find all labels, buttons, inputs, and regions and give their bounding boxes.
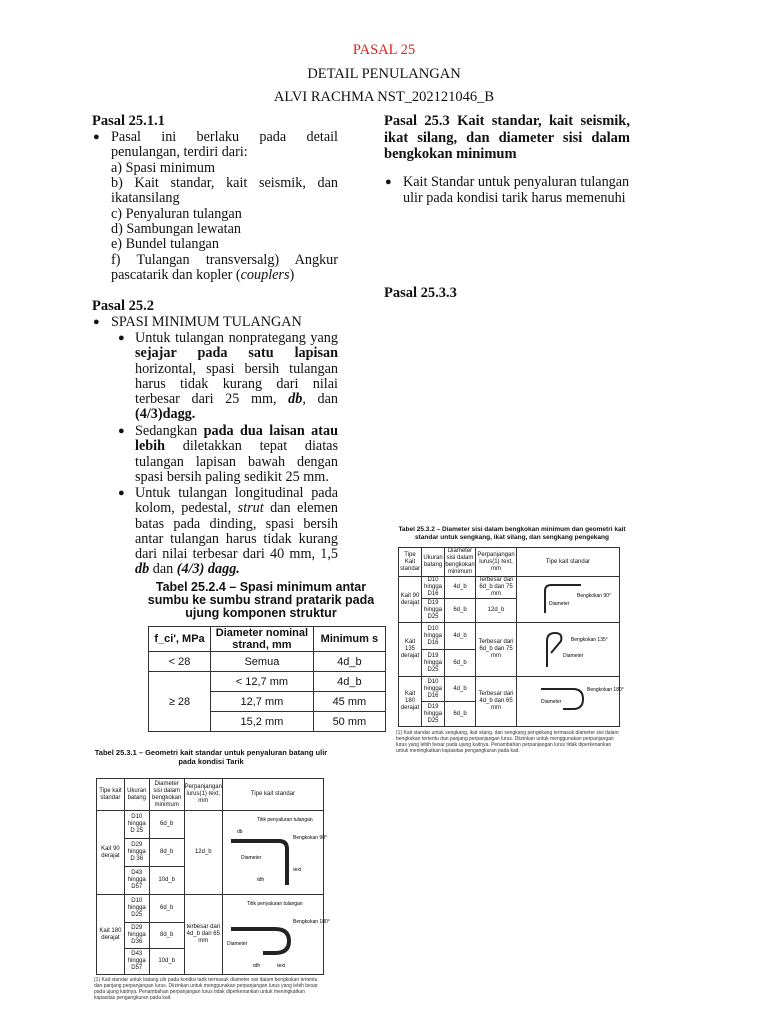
bullet-dot: ● — [93, 316, 100, 328]
table-25-3-2 — [398, 547, 624, 727]
heading-25-2: Pasal 25.2 — [92, 298, 155, 314]
table-cell: Kait 90 derajat — [399, 577, 422, 623]
table-25-3-1-caption: Tabel 25.3.1 – Geometri kait standar untuk penyaluran batang ulir pada kondisi Tarik — [94, 748, 328, 766]
table-cell: 4d_b — [313, 652, 385, 672]
diameter-label: Diameter — [227, 941, 248, 947]
author-line: ALVI RACHMA NST_202121046_B — [273, 89, 495, 105]
table-cell: 6d_b — [445, 599, 476, 623]
table-cell: 8d_b — [149, 839, 184, 867]
table-header: Minimum s — [313, 627, 385, 652]
ldh-label: ℓdh — [253, 963, 261, 969]
table-cell: 10d_b — [149, 949, 184, 975]
table-footnote: (1) Kait standar untuk batang ulir pada kondisi tarik termasuk diameter sisi dalam bengkokan tertentu dan panjang perpanjangan lurus. Diizinkan untuk menggunakan perpanjangan lurus yang lebih besar pada ujung kaitnya. Penambahan perpanjangan lurus tidak diperkenankan untuk meningkatkan kapasitas pengangkuran pada kait. — [94, 977, 318, 1001]
table-cell: 15,2 mm — [211, 712, 314, 732]
table-cell: Kait 90 derajat — [97, 811, 125, 895]
table-cell: D19 hingga D25 — [422, 702, 445, 727]
section-title: SPASI MINIMUM TULANGAN — [111, 314, 302, 330]
hook-rule-text: Kait Standar untuk penyaluran tulangan ulir pada kondisi tarik harus memenuhi — [403, 174, 630, 206]
table-cell: ≥ 28 — [149, 672, 211, 732]
bullet-dot: ● — [385, 176, 392, 188]
table-25-3-1-figure — [94, 748, 328, 1024]
table-cell: 6d_b — [149, 895, 184, 923]
list-item: a) Spasi minimum — [111, 160, 216, 176]
table-cell: 12d_b — [476, 599, 517, 623]
table-cell: < 28 — [149, 652, 211, 672]
table-cell: D10 hingga D16 — [422, 677, 445, 702]
table-cell: 45 mm — [313, 692, 385, 712]
table-cell: 12d_b — [184, 811, 222, 895]
hook-180-diagram — [223, 895, 330, 975]
heading-25-3: Pasal 25.3 Kait standar, kait seismik, ikat silang, dan diameter sisi dalam bengkokan minimum — [384, 113, 630, 162]
table-cell: Kait 180 derajat — [97, 895, 125, 975]
table-cell: 6d_b — [149, 811, 184, 839]
table-cell: < 12,7 mm — [211, 672, 314, 692]
table-header: Diameter nominal strand, mm — [211, 627, 314, 652]
table-cell: D29 hingga D 36 — [124, 839, 149, 867]
bullet-dot: ● — [118, 425, 125, 437]
table-cell: D43 hingga D57 — [124, 949, 149, 975]
table-header: Tipe kait standar — [97, 779, 125, 811]
table-header: Diameter sisi dalam bengkokan minimum — [149, 779, 184, 811]
table-cell: 6d_b — [445, 702, 476, 727]
table-header: Perpanjangan lurus(1) ℓext, mm — [184, 779, 222, 811]
hook-90-diagram — [517, 577, 620, 623]
bend-label: Bengkokan 180° — [587, 687, 624, 693]
table-cell: Terbesar dari 4d_b dan 65 mm — [476, 677, 517, 727]
heading-25-1-1: Pasal 25.1.1 — [92, 113, 165, 129]
table-cell: D10 hingga D16 — [422, 577, 445, 599]
table-header: Tipe kait standar — [223, 779, 324, 811]
table-25-2-4 — [148, 626, 386, 732]
db-label: db — [237, 829, 243, 835]
table-cell: D10 hingga D16 — [422, 623, 445, 650]
spacing-rule-2: Sedangkan pada dua laisan atau lebih diletakkan tepat diatas tulangan lapisan bawah dengan spasi bersih paling sedikit 25 mm. — [135, 423, 338, 485]
table-cell: Kait 180 derajat — [399, 677, 422, 727]
table-header: Diameter sisi dalam bengkokan minimum — [445, 548, 475, 575]
table-cell: D10 hingga D25 — [124, 895, 149, 923]
table-cell: Semua — [211, 652, 314, 672]
table-cell: 12,7 mm — [211, 692, 314, 712]
table-cell: 50 mm — [313, 712, 385, 732]
table-header: Ukuran batang — [124, 779, 149, 811]
list-item: b) Kait standar, kait seismik, dan ikatansilang — [111, 175, 338, 207]
bend-label: Bengkokan 180° — [293, 919, 330, 925]
table-header: Tipe Kait standar — [399, 548, 422, 577]
bend-label: Bengkokan 90° — [293, 835, 327, 841]
table-cell: 10d_b — [149, 867, 184, 895]
hook-90-diagram — [223, 811, 327, 895]
table-header: Perpanjangan lurus(1) ℓext, mm — [476, 548, 517, 577]
table-25-2-4-caption: Tabel 25.2.4 – Spasi minimum antar sumbu ke sumbu strand pratarik pada ujung komponen struktur — [147, 580, 375, 620]
table-cell: Terbesar dari 6d_b dan 75 mm — [476, 623, 517, 677]
anchor-point-label: Titik penyaluran tulangan — [257, 817, 313, 823]
heading-25-3-3: Pasal 25.3.3 — [384, 285, 457, 301]
table-cell: 4d_b — [445, 577, 476, 599]
table-cell: D10 hingga D 25 — [124, 811, 149, 839]
lext-label: ℓext — [277, 963, 286, 969]
table-cell: D29 hingga D36 — [124, 923, 149, 949]
table-cell: 4d_b — [445, 677, 476, 702]
table-cell: D19 hingga D25 — [422, 650, 445, 677]
table-cell: Terbesar dari 6d_b dan 75 mm — [476, 577, 517, 599]
diameter-label: Diameter — [549, 601, 570, 607]
page-subtitle: DETAIL PENULANGAN — [307, 66, 461, 82]
table-25-2-4-figure — [136, 581, 386, 741]
table-cell: Kait 135 derajat — [399, 623, 422, 677]
table-cell: 6d_b — [445, 650, 476, 677]
diameter-label: Diameter — [541, 699, 562, 705]
bend-label: Bengkokan 90° — [577, 593, 611, 599]
table-cell: 4d_b — [313, 672, 385, 692]
table-header: Tipe kait standar — [517, 548, 620, 577]
table-cell: D19 hingga D25 — [422, 599, 445, 623]
table-header: Ukuran batang — [422, 548, 445, 577]
list-item: c) Penyaluran tulangan — [111, 206, 242, 222]
page-title: PASAL 25 — [352, 42, 416, 58]
spacing-rule-3: Untuk tulangan longitudinal pada kolom, pedestal, strut dan elemen batas pada dinding, spasi bersih antar tulangan harus tidak kurang dari nilai terbesar dari 40 mm, 1,5 db dan (4/3) dagg. — [135, 485, 338, 578]
table-cell: terbesar dari 4d_b dan 65 mm — [184, 895, 222, 975]
ldh-label: ℓdh — [257, 877, 265, 883]
table-25-3-2-figure — [396, 526, 628, 762]
table-cell: 8d_b — [149, 923, 184, 949]
lext-label: ℓext — [293, 867, 302, 873]
table-25-3-2-caption: Tabel 25.3.2 – Diameter sisi dalam bengkokan minimum dan geometri kait standar untuk sengkang, ikat silang, dan sengkang pengekang — [398, 526, 626, 541]
list-item: f) Tulangan transversalg) Angkur pascatarik dan kopler (couplers) — [111, 252, 338, 284]
table-footnote: (1) Kait standar untuk sengkang, ikat silang, dan sengkang pengekang termasuk diameter sisi dalam bengkokan tertentu dan panjang perpanjangan lurus. Diizinkan untuk menggunakan perpanjangan lurus yang lebih besar pada ujung kaitnya. Penambahan perpanjangan lurus tidak diperkenankan untuk meningkatkan kapasitas pengangkuran pada kait. — [396, 730, 619, 754]
table-cell: D43 hingga D57 — [124, 867, 149, 895]
diameter-label: Diameter — [241, 855, 262, 861]
bullet-dot: ● — [118, 332, 125, 344]
list-item: e) Bundel tulangan — [111, 236, 219, 252]
hook-135-diagram — [517, 623, 620, 677]
diameter-label: Diameter — [563, 653, 584, 659]
bend-label: Bengkokan 135° — [571, 637, 608, 643]
table-header: f_ci', MPa — [149, 627, 211, 652]
list-item: d) Sambungan lewatan — [111, 221, 242, 237]
bullet-dot: ● — [93, 131, 100, 143]
spacing-rule-1: Untuk tulangan nonprategang yang sejajar pada satu lapisan horizontal, spasi bersih tulangan harus tidak kurang dari nilai terbesar dari 25 mm, db, dan (4/3)dagg. — [135, 330, 338, 423]
anchor-point-label: Titik penyaluran tulangan — [247, 901, 303, 907]
table-25-3-1 — [96, 778, 330, 975]
hook-180-diagram — [517, 677, 624, 727]
table-cell: 4d_b — [445, 623, 476, 650]
scope-text: Pasal ini berlaku pada detail penulangan, terdiri dari: — [111, 129, 338, 161]
bullet-dot: ● — [118, 487, 125, 499]
